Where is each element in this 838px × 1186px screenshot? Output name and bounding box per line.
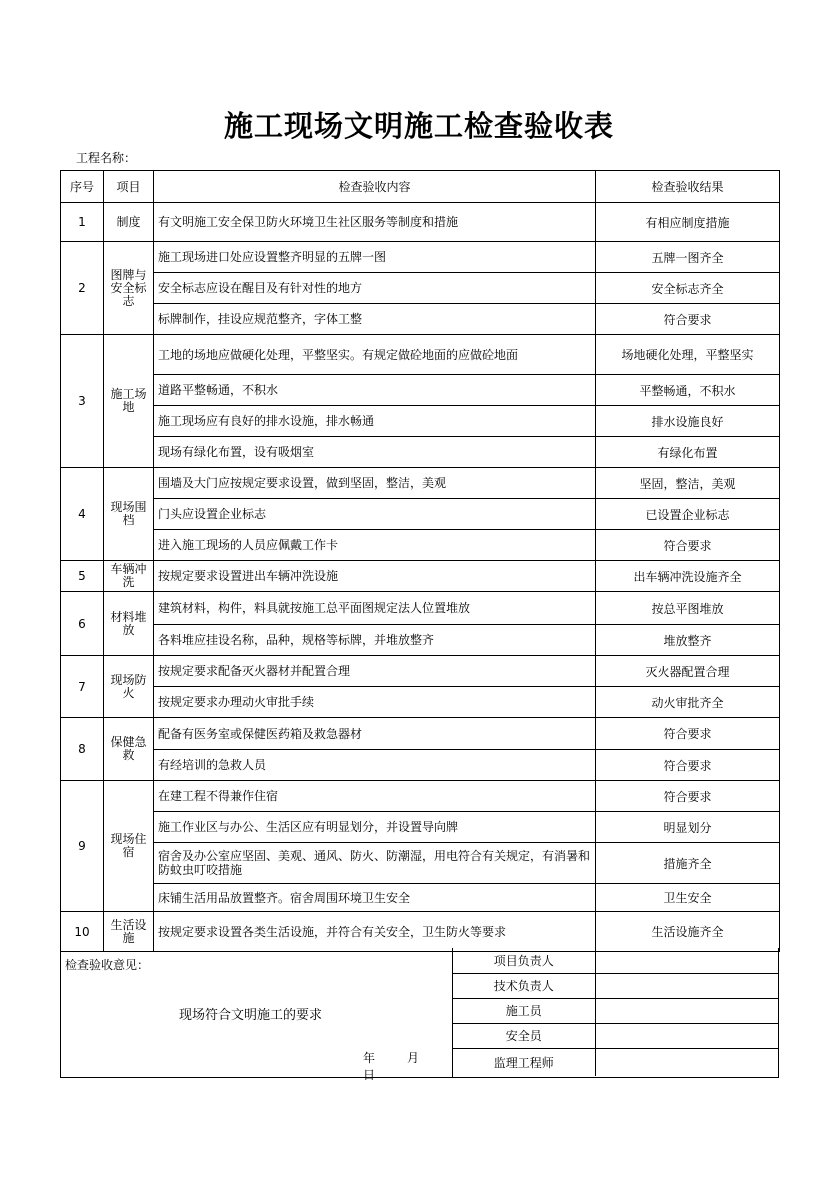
row-result: 安全标志齐全: [596, 273, 780, 304]
row-result: 已设置企业标志: [596, 499, 780, 530]
table-row: [61, 812, 780, 843]
row-result: 有绿化布置: [596, 437, 780, 468]
table-row: [61, 530, 780, 561]
row-content: 有经培训的急救人员: [154, 750, 596, 781]
row-item: 现场围档: [104, 468, 154, 561]
row-content: 标牌制作，挂设应规范整齐，字体工整: [154, 304, 596, 335]
table-row: [61, 468, 780, 499]
row-result: 符合要求: [596, 750, 780, 781]
signature-row: [453, 973, 779, 998]
header-item: 项目: [104, 171, 154, 203]
opinion-box: [61, 948, 453, 1082]
table-row: [61, 499, 780, 530]
row-content: 配备有医务室或保健医药箱及救急器材: [154, 718, 596, 750]
signature-role: 安全员: [453, 1023, 595, 1048]
signature-field[interactable]: [595, 1023, 779, 1048]
signature-role: 技术负责人: [453, 973, 595, 998]
signature-row: [453, 948, 779, 973]
signature-row: [453, 1023, 779, 1048]
table-row: [61, 912, 780, 952]
header-result: 检查验收结果: [596, 171, 780, 203]
row-seq: 8: [61, 718, 104, 781]
signature-row: [453, 1048, 779, 1076]
row-result: 生活设施齐全: [596, 912, 780, 952]
page-title: 施工现场文明施工检查验收表: [223, 109, 614, 143]
table-row: [61, 843, 780, 884]
row-result: 五牌一图齐全: [596, 242, 780, 273]
row-content: 按规定要求设置进出车辆冲洗设施: [154, 561, 596, 592]
row-content: 施工作业区与办公、生活区应有明显划分，并设置导向牌: [154, 812, 596, 843]
row-item: 车辆冲洗: [104, 561, 154, 592]
row-result: 排水设施良好: [596, 406, 780, 437]
row-result: 符合要求: [596, 530, 780, 561]
table-row: [61, 884, 780, 912]
row-result: 符合要求: [596, 718, 780, 750]
table-row: [61, 750, 780, 781]
row-result: 措施齐全: [596, 843, 780, 884]
row-content: 在建工程不得兼作住宿: [154, 781, 596, 812]
row-content: 安全标志应设在醒目及有针对性的地方: [154, 273, 596, 304]
opinion-date: [363, 1049, 452, 1083]
signature-field[interactable]: [595, 973, 779, 998]
signature-row: [453, 998, 779, 1023]
row-seq: 10: [61, 912, 104, 952]
row-result: 符合要求: [596, 781, 780, 812]
table-row: [61, 561, 780, 592]
row-content: 有文明施工安全保卫防火环境卫生社区服务等制度和措施: [154, 203, 596, 242]
row-result: 平整畅通，不积水: [596, 375, 780, 406]
row-result: 出车辆冲洗设施齐全: [596, 561, 780, 592]
signature-role: 施工员: [453, 998, 595, 1023]
table-row: [61, 375, 780, 406]
row-result: 明显划分: [596, 812, 780, 843]
row-result: 动火审批齐全: [596, 687, 780, 718]
row-seq: 7: [61, 656, 104, 718]
row-result: 场地硬化处理，平整坚实: [596, 335, 780, 375]
row-seq: 3: [61, 335, 104, 468]
row-seq: 9: [61, 781, 104, 912]
inspection-table: [60, 170, 780, 952]
row-seq: 6: [61, 592, 104, 656]
signature-role: 项目负责人: [453, 948, 595, 973]
signature-section: [60, 948, 779, 1082]
table-row: [61, 437, 780, 468]
opinion-text: 现场符合文明施工的要求: [179, 1008, 323, 1023]
row-result: 有相应制度措施: [596, 203, 780, 242]
row-result: 卫生安全: [596, 884, 780, 912]
row-content: 门头应设置企业标志: [154, 499, 596, 530]
date-year: 年: [363, 1051, 376, 1065]
row-content: 按规定要求办理动火审批手续: [154, 687, 596, 718]
row-seq: 4: [61, 468, 104, 561]
table-row: [61, 656, 780, 687]
signature-field[interactable]: [595, 1048, 779, 1076]
opinion-label: 检查验收意见：: [65, 958, 150, 972]
table-row: [61, 592, 780, 625]
row-result: 堆放整齐: [596, 625, 780, 656]
row-item: 施工场地: [104, 335, 154, 468]
signature-role: 监理工程师: [453, 1048, 595, 1076]
row-content: 道路平整畅通，不积水: [154, 375, 596, 406]
row-item: 材料堆放: [104, 592, 154, 656]
table-row: [61, 781, 780, 812]
signature-table: [453, 948, 779, 1076]
row-content: 工地的场地应做硬化处理，平整坚实。有规定做砼地面的应做砼地面: [154, 335, 596, 375]
row-item: 现场防火: [104, 656, 154, 718]
table-row: [61, 406, 780, 437]
table-row: [61, 273, 780, 304]
table-row: [61, 242, 780, 273]
row-content: 建筑材料，构件，料具就按施工总平面图规定法人位置堆放: [154, 592, 596, 625]
table-row: [61, 304, 780, 335]
signature-field[interactable]: [595, 998, 779, 1023]
header-content: 检查验收内容: [154, 171, 596, 203]
signature-field[interactable]: [595, 948, 779, 973]
row-content: 施工现场应有良好的排水设施，排水畅通: [154, 406, 596, 437]
row-content: 进入施工现场的人员应佩戴工作卡: [154, 530, 596, 561]
row-content: 施工现场进口处应设置整齐明显的五牌一图: [154, 242, 596, 273]
row-content: 宿舍及办公室应坚固、美观、通风、防火、防潮湿，用电符合有关规定，有消暑和防蚊虫叮咬措施: [154, 843, 596, 884]
row-item: 制度: [104, 203, 154, 242]
table-row: [61, 687, 780, 718]
table-header-row: [61, 171, 780, 203]
table-row: [61, 335, 780, 375]
row-result: 坚固，整洁，美观: [596, 468, 780, 499]
row-result: 符合要求: [596, 304, 780, 335]
row-item: 保健急救: [104, 718, 154, 781]
row-item: 现场住宿: [104, 781, 154, 912]
table-row: [61, 718, 780, 750]
table-row: [61, 203, 780, 242]
project-name-label: 工程名称：: [76, 151, 137, 165]
row-content: 各料堆应挂设名称，品种，规格等标牌，并堆放整齐: [154, 625, 596, 656]
row-content: 现场有绿化布置，设有吸烟室: [154, 437, 596, 468]
row-seq: 5: [61, 561, 104, 592]
row-content: 按规定要求设置各类生活设施，并符合有关安全，卫生防火等要求: [154, 912, 596, 952]
row-seq: 2: [61, 242, 104, 335]
date-day: 日: [363, 1068, 376, 1082]
row-content: 围墙及大门应按规定要求设置，做到坚固，整洁，美观: [154, 468, 596, 499]
row-result: 灭火器配置合理: [596, 656, 780, 687]
row-item: 生活设施: [104, 912, 154, 952]
table-row: [61, 625, 780, 656]
date-month: 月: [407, 1051, 420, 1065]
header-seq: 序号: [61, 171, 104, 203]
row-content: 按规定要求配备灭火器材并配置合理: [154, 656, 596, 687]
row-result: 按总平图堆放: [596, 592, 780, 625]
row-item: 图牌与安全标志: [104, 242, 154, 335]
row-seq: 1: [61, 203, 104, 242]
row-content: 床铺生活用品放置整齐。宿舍周围环境卫生安全: [154, 884, 596, 912]
